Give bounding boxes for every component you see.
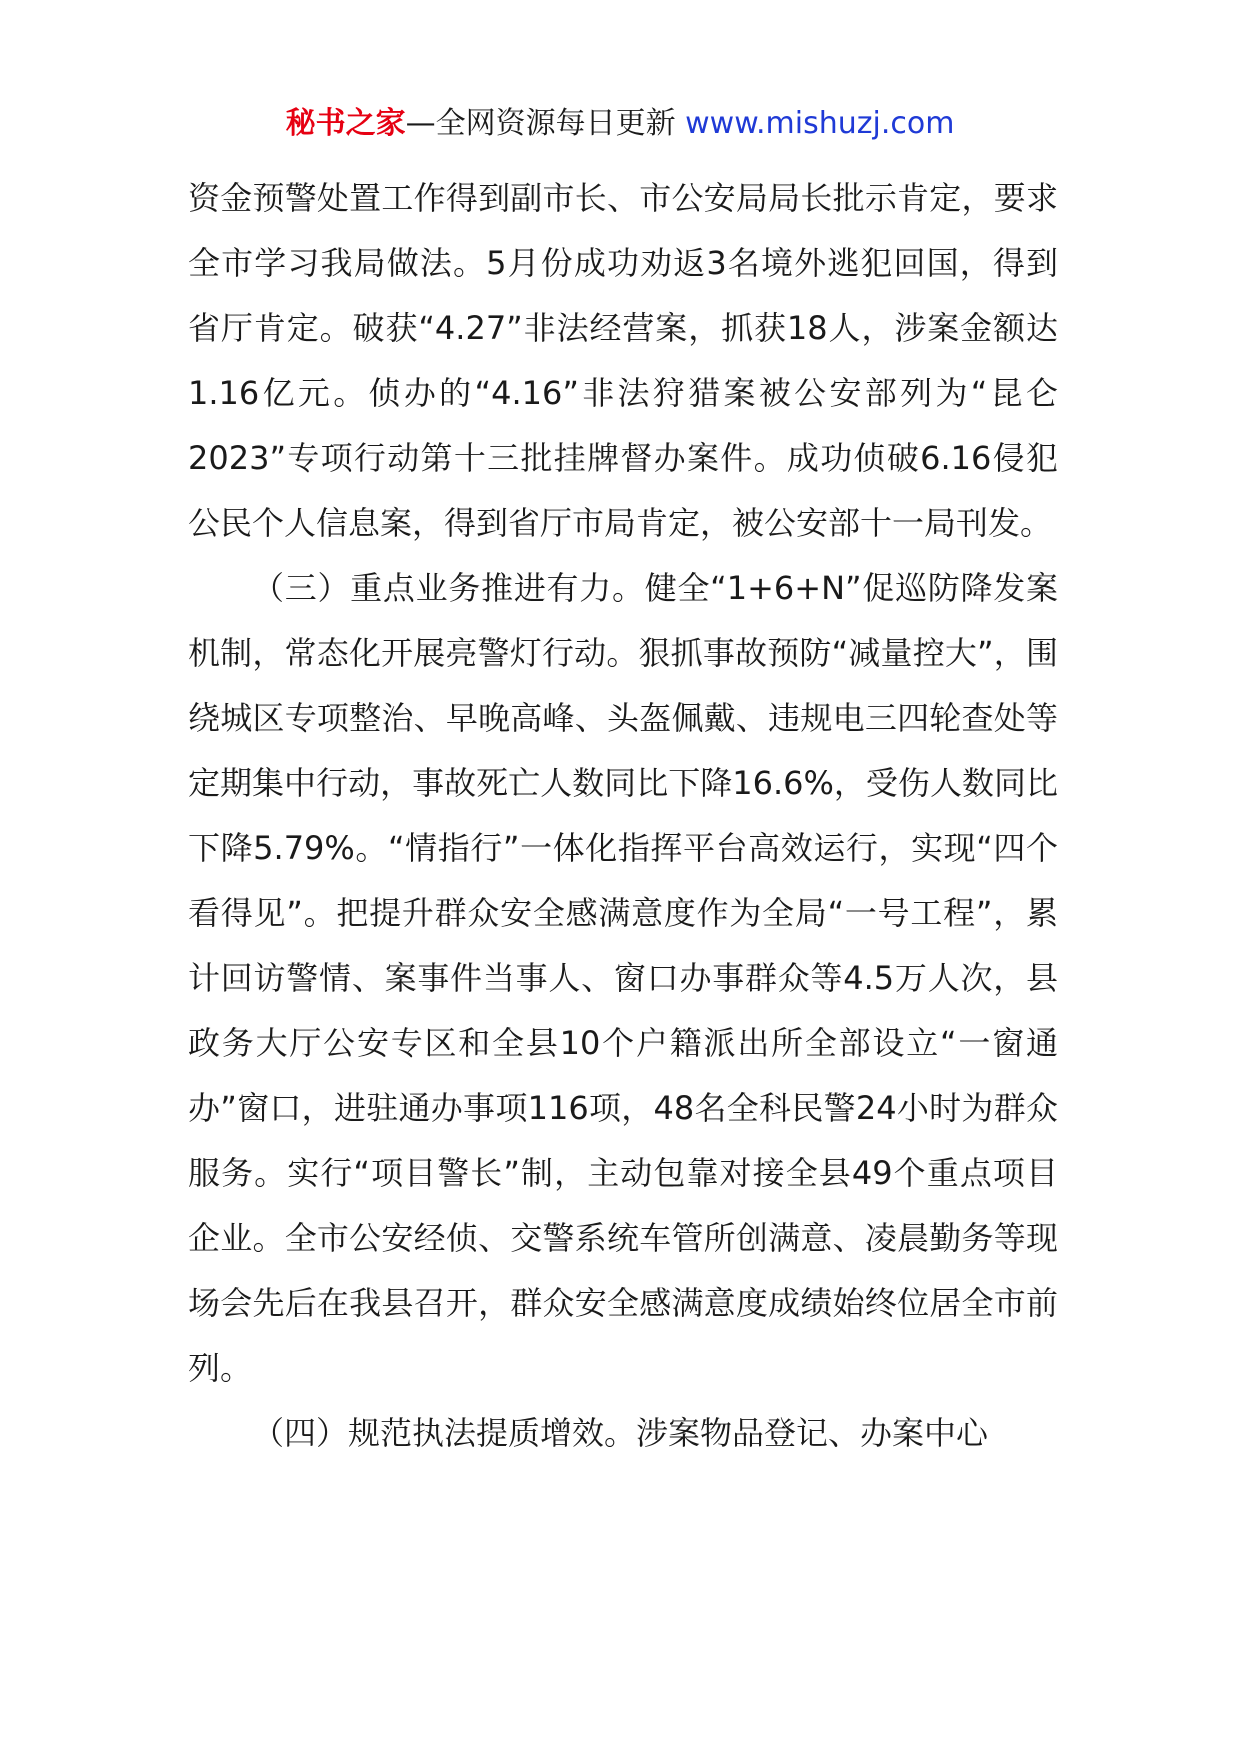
- page-header: [0, 100, 1240, 148]
- paragraph-section-3: （三）重点业务推进有力。健全“1+6+N”促巡防降发案机制，常态化开展亮警灯行动。狠抓事故预防“减量控大”，围绕城区专项整治、早晚高峰、头盔佩戴、违规电三四轮查处等定期集中行动，事故死亡人数同比下降16.6%，受伤人数同比下降5.79%。“情指行”一体化指挥平台高效运行，实现“四个看得见”。把提升群众安全感满意度作为全局“一号工程”，累计回访警情、案事件当事人、窗口办事群众等4.5万人次，县政务大厅公安专区和全县10个户籍派出所全部设立“一窗通办”窗口，进驻通办事项116项，48名全科民警24小时为群众服务。实行“项目警长”制，主动包靠对接全县49个重点项目企业。全市公安经侦、交警系统车管所创满意、凌晨勤务等现场会先后在我县召开，群众安全感满意度成绩始终位居全市前列。: [188, 569, 1058, 1387]
- header-url[interactable]: www.mishuzj.com: [685, 106, 955, 141]
- paragraph-continued: 资金预警处置工作得到副市长、市公安局局长批示肯定，要求全市学习我局做法。5月份成功劝返3名境外逃犯回国，得到省厅肯定。破获“4.27”非法经营案，抓获18人，涉案金额达1.16亿元。侦办的“4.16”非法狩猎案被公安部列为“昆仑2023”专项行动第十三批挂牌督办案件。成功侦破6.16侵犯公民个人信息案，得到省厅市局肯定，被公安部十一局刊发。: [188, 179, 1058, 542]
- header-tagline: —全网资源每日更新: [405, 106, 686, 141]
- document-body: [188, 166, 1058, 1466]
- paragraph-section-4: （四）规范执法提质增效。涉案物品登记、办案中心: [252, 1414, 989, 1452]
- header-brand: 秘书之家: [285, 106, 406, 141]
